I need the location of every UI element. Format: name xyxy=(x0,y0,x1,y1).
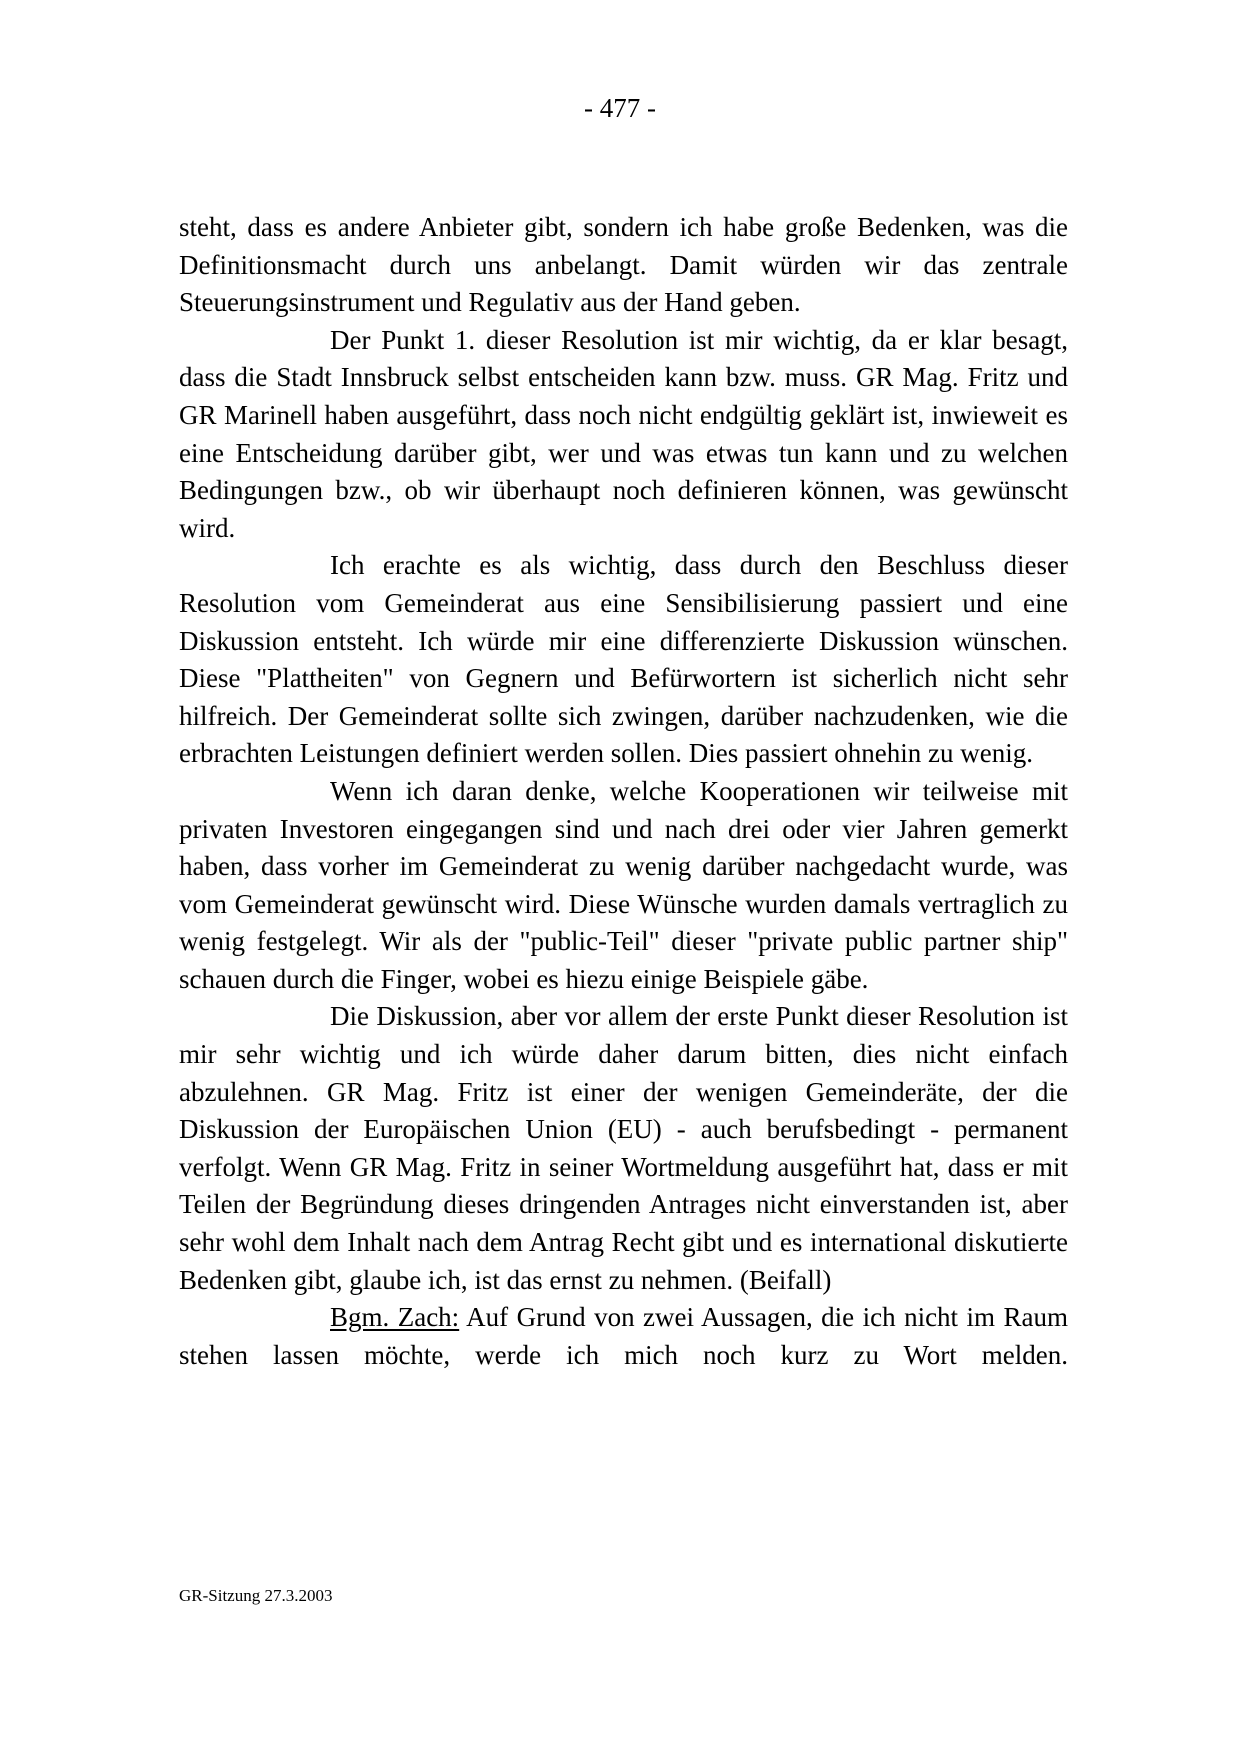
body-text xyxy=(179,209,1068,1374)
speaker-name: Bgm. Zach: xyxy=(330,1302,460,1333)
footer-session: GR-Sitzung 27.3.2003 xyxy=(179,1586,333,1605)
paragraph-1: steht, dass es andere Anbieter gibt, sondern ich habe große Bedenken, was die Definitionsmacht durch uns anbelangt. Damit würden wir das zentrale Steuerungsinstrument und Regulativ aus der Hand geben. xyxy=(179,212,1068,318)
paragraph-6 xyxy=(179,1299,1068,1374)
paragraph-4: Wenn ich daran denke, welche Kooperationen wir teilweise mit privaten Investoren eingegangen sind und nach drei oder vier Jahren gemerkt haben, dass vorher im Gemeinderat zu wenig darüber nachgedacht wurde, was vom Gemeinderat gewünscht wird. Diese Wünsche wurden damals vertraglich zu wenig festgelegt. Wir als der "public-Teil" dieser "private public partner ship" schauen durch die Finger, wobei es hiezu einige Beispiele gäbe. xyxy=(179,775,1068,994)
paragraph-2: Der Punkt 1. dieser Resolution ist mir wichtig, da er klar besagt, dass die Stadt Innsbruck selbst entscheiden kann bzw. muss. GR Mag. Fritz und GR Marinell haben ausgeführt, dass noch nicht endgültig geklärt ist, inwieweit es eine Entscheidung darüber gibt, wer und was etwas tun kann und zu welchen Bedingungen bzw., ob wir überhaupt noch definieren können, was gewünscht wird. xyxy=(179,324,1068,543)
page-number: - 477 - xyxy=(584,93,656,123)
paragraph-3: Ich erachte es als wichtig, dass durch den Beschluss dieser Resolution vom Gemeinderat aus eine Sensibilisierung passiert und eine Diskussion entsteht. Ich würde mir eine differenzierte Diskussion wünschen. Diese "Plattheiten" von Gegnern und Befürwortern ist sicherlich nicht sehr hilfreich. Der Gemeinderat sollte sich zwingen, darüber nachzudenken, wie die erbrachten Leistungen definiert werden sollen. Dies passiert ohnehin zu wenig. xyxy=(179,550,1068,769)
speaker-statement: Auf Grund von zwei Aussagen, die ich nicht im Raum stehen lassen möchte, werde ich mich noch kurz zu Wort melden. xyxy=(179,1302,1068,1370)
paragraph-5: Die Diskussion, aber vor allem der erste Punkt dieser Resolution ist mir sehr wichtig und ich würde daher darum bitten, dies nicht einfach abzulehnen. GR Mag. Fritz ist einer der wenigen Gemeinderäte, der die Diskussion der Europäischen Union (EU) - auch berufsbedingt - permanent verfolgt. Wenn GR Mag. Fritz in seiner Wortmeldung ausgeführt hat, dass er mit Teilen der Begründung dieses dringenden Antrages nicht einverstanden ist, aber sehr wohl dem Inhalt nach dem Antrag Recht gibt und es international diskutierte Bedenken gibt, glaube ich, ist das ernst zu nehmen. (Beifall) xyxy=(179,1001,1068,1295)
